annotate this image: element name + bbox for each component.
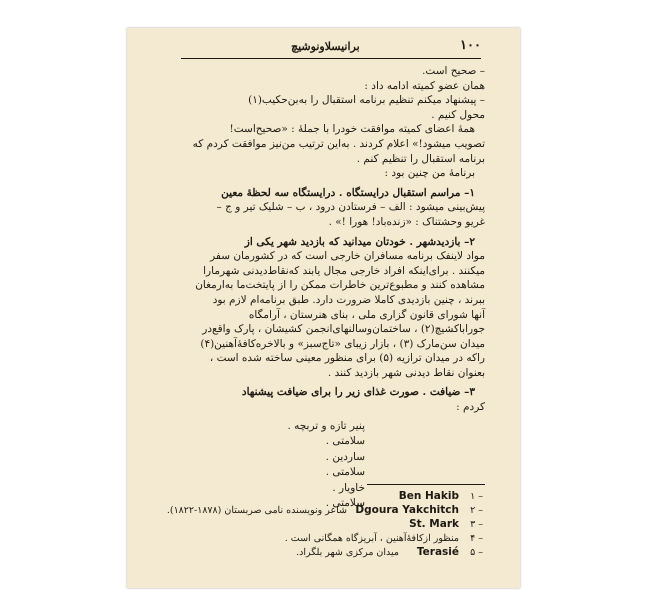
footnote-latin: Dgoura Yakchitch: [355, 504, 459, 516]
text-line: میکنند . برای‌اینکه افراد خارجی مجال یابند که‌نقاط‌دیدنی شهرمارا: [203, 264, 485, 277]
footnote-number: ۲ –: [470, 505, 483, 516]
text-line: همهٔ اعضای کمیته موافقت خودرا با جملهٔ : «صحیح‌است!: [229, 123, 475, 136]
footnote: [155, 504, 483, 518]
menu-item: پنیر تازه و تربچه .: [287, 419, 365, 432]
menu-item: ساردین .: [325, 450, 365, 463]
menu-item: سلامتی .: [325, 466, 365, 479]
text-line: راکه در میدان ترازیه (۵) برای منظور معینی ساخته شده است ،: [209, 352, 485, 365]
menu-item: سلامتی .: [325, 497, 365, 510]
text-line: میدان سن‌مارک (۳) ، بازار زیبای «تاج‌سبز» و بالاخره‌کافهٔ‌آهنین(۴): [200, 337, 485, 350]
text-line: پیش‌بینی میشود : الف – فرستادن درود ، ب – شلیک تیر و ج –: [216, 201, 485, 214]
text-line: جوراباکشیچ(۲) ، ساختمان‌وسالنهای‌انجمن کشیشان ، پارک واقع‌در: [202, 323, 485, 336]
footnote-text: منظور ازکافهٔ‌آهنین ، آبریزگاه همگانی است .: [284, 533, 459, 544]
page-number: ۱۰۰: [460, 38, 481, 53]
footnote-latin: Ben Hakib: [398, 490, 459, 502]
footnote-text: شاعر ونویسنده نامی صربستان (۱۸۷۸-۱۸۲۲).: [166, 505, 347, 516]
footnote: [155, 490, 483, 504]
footnote-latin: Terasié: [416, 546, 459, 558]
menu-item: خاویار .: [332, 481, 365, 494]
section-heading: ۳– ضیافت . صورت غذای زیر را برای ضیافت پیشنهاد: [241, 386, 475, 399]
footnote-number: ۱ –: [470, 491, 483, 502]
text-line: همان عضو کمیته ادامه داد :: [364, 79, 485, 92]
menu-item: سلامتی .: [325, 435, 365, 448]
text-line: مشاهده کنند و مطبوع‌ترین خاطرات ممکن را از پایتخت‌ما به‌ارمغان: [195, 279, 485, 292]
text-line: مواد لاینفک برنامه مسافران خارجی است که در کشورمان سفر: [210, 250, 485, 263]
text-line: ببرند ، چنین بازدیدی کاملا ضرورت دارد. طبق برنامه‌ام لازم بود: [212, 293, 485, 306]
text-line: آنها شورای قانون گزاری ملی ، بنای هنرستان ، آرامگاه: [248, 308, 485, 321]
footnote-rule: [367, 484, 485, 485]
footnote-number: ۳ –: [470, 519, 483, 530]
text-line: بعنوان نقاط دیدنی شهر بازدید کنند .: [327, 366, 485, 379]
page-header: [181, 38, 481, 59]
footnote: [155, 518, 483, 532]
book-page: [127, 28, 520, 588]
text-line: برنامهٔ من چنین بود :: [384, 167, 475, 180]
footnote-number: ۵ –: [470, 547, 483, 558]
footnote-latin: St. Mark: [409, 518, 459, 530]
section-heading: ۱– مراسم استقبال درایستگاه . درایستگاه سه لحظهٔ معین: [221, 186, 475, 199]
footnote: [155, 546, 483, 560]
text-line: محول کنیم .: [431, 108, 485, 121]
footnote-text: میدان مرکزی شهر بلگراد.: [296, 547, 399, 558]
text-line: تصویب میشود!» اعلام کردند . به‌این ترتیب من‌نیز موافقت کردم که: [192, 137, 485, 150]
text-line: غریو وحشتناک : «زنده‌باد! هورا !» .: [328, 215, 485, 228]
text-line: برنامه استقبال را تنظیم کنم .: [356, 152, 485, 165]
body-text: [167, 64, 485, 512]
running-title: برانیسلاونوشیچ: [291, 40, 360, 53]
footnote: [155, 532, 483, 546]
footnotes: [155, 490, 483, 560]
footnote-number: ۴ –: [470, 533, 483, 544]
text-line: – صحیح است.: [422, 65, 485, 77]
section-heading: ۲– بازدیدشهر . خودتان میدانید که بازدید شهر یکی از: [244, 235, 475, 248]
text-line: – پیشنهاد میکنم تنظیم برنامه استقبال را به‌بن‌حکیب(۱): [248, 94, 485, 107]
text-line: کردم :: [456, 401, 485, 414]
